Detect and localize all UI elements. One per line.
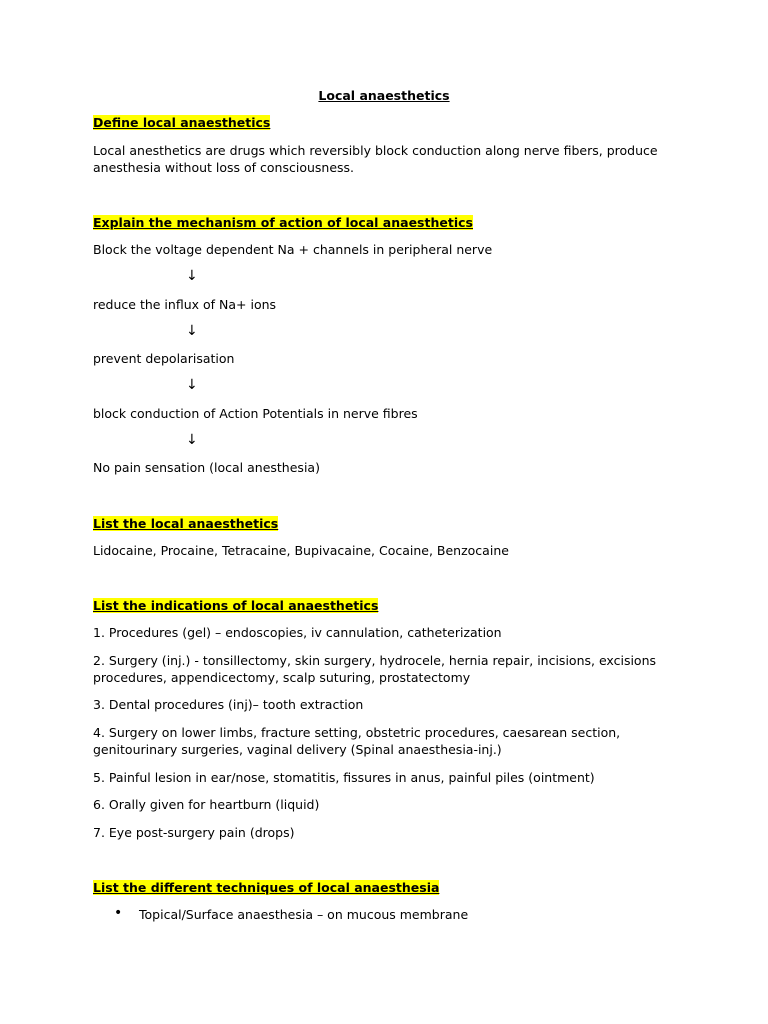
- list-heading: List the local anaesthetics: [93, 516, 279, 531]
- mechanism-step: block conduction of Action Potentials in nerve fibres: [93, 406, 418, 421]
- indications-heading: List the indications of local anaesthetics: [93, 598, 379, 613]
- mechanism-heading: Explain the mechanism of action of local anaesthetics: [93, 215, 473, 230]
- technique-item: Topical/Surface anaesthesia – on mucous membrane: [139, 907, 469, 922]
- indication-item: 3. Dental procedures (inj)– tooth extraction: [93, 697, 364, 712]
- mechanism-step: reduce the influx of Na+ ions: [93, 297, 277, 312]
- indication-item: 6. Orally given for heartburn (liquid): [93, 797, 320, 812]
- techniques-heading: List the different techniques of local anaesthesia: [93, 880, 440, 895]
- down-arrow-icon: ↓: [186, 323, 198, 339]
- document-title: Local anaesthetics: [318, 88, 450, 103]
- mechanism-step: Block the voltage dependent Na + channels in peripheral nerve: [93, 242, 493, 257]
- indication-item: 1. Procedures (gel) – endoscopies, iv cannulation, catheterization: [93, 625, 502, 640]
- down-arrow-icon: ↓: [186, 432, 198, 448]
- define-heading: Define local anaesthetics: [93, 115, 271, 130]
- down-arrow-icon: ↓: [186, 268, 198, 284]
- indication-item: 5. Painful lesion in ear/nose, stomatitis, fissures in anus, painful piles (ointment): [93, 770, 595, 785]
- mechanism-step: prevent depolarisation: [93, 351, 235, 366]
- mechanism-step: No pain sensation (local anesthesia): [93, 460, 320, 475]
- indication-item: 7. Eye post-surgery pain (drops): [93, 825, 295, 840]
- bullet-icon: •: [114, 905, 123, 921]
- indication-item: 4. Surgery on lower limbs, fracture setting, obstetric procedures, caesarean section, genitourinary surgeries, vaginal delivery (Spinal anaesthesia-inj.): [93, 725, 621, 757]
- down-arrow-icon: ↓: [186, 377, 198, 393]
- indication-item: 2. Surgery (inj.) - tonsillectomy, skin surgery, hydrocele, hernia repair, incisions, excisions procedures, appendicectomy, scalp suturing, prostatectomy: [93, 653, 657, 685]
- define-body: Local anesthetics are drugs which reversibly block conduction along nerve fibers, produce anesthesia without loss of consciousness.: [93, 143, 658, 175]
- list-body: Lidocaine, Procaine, Tetracaine, Bupivacaine, Cocaine, Benzocaine: [93, 543, 509, 558]
